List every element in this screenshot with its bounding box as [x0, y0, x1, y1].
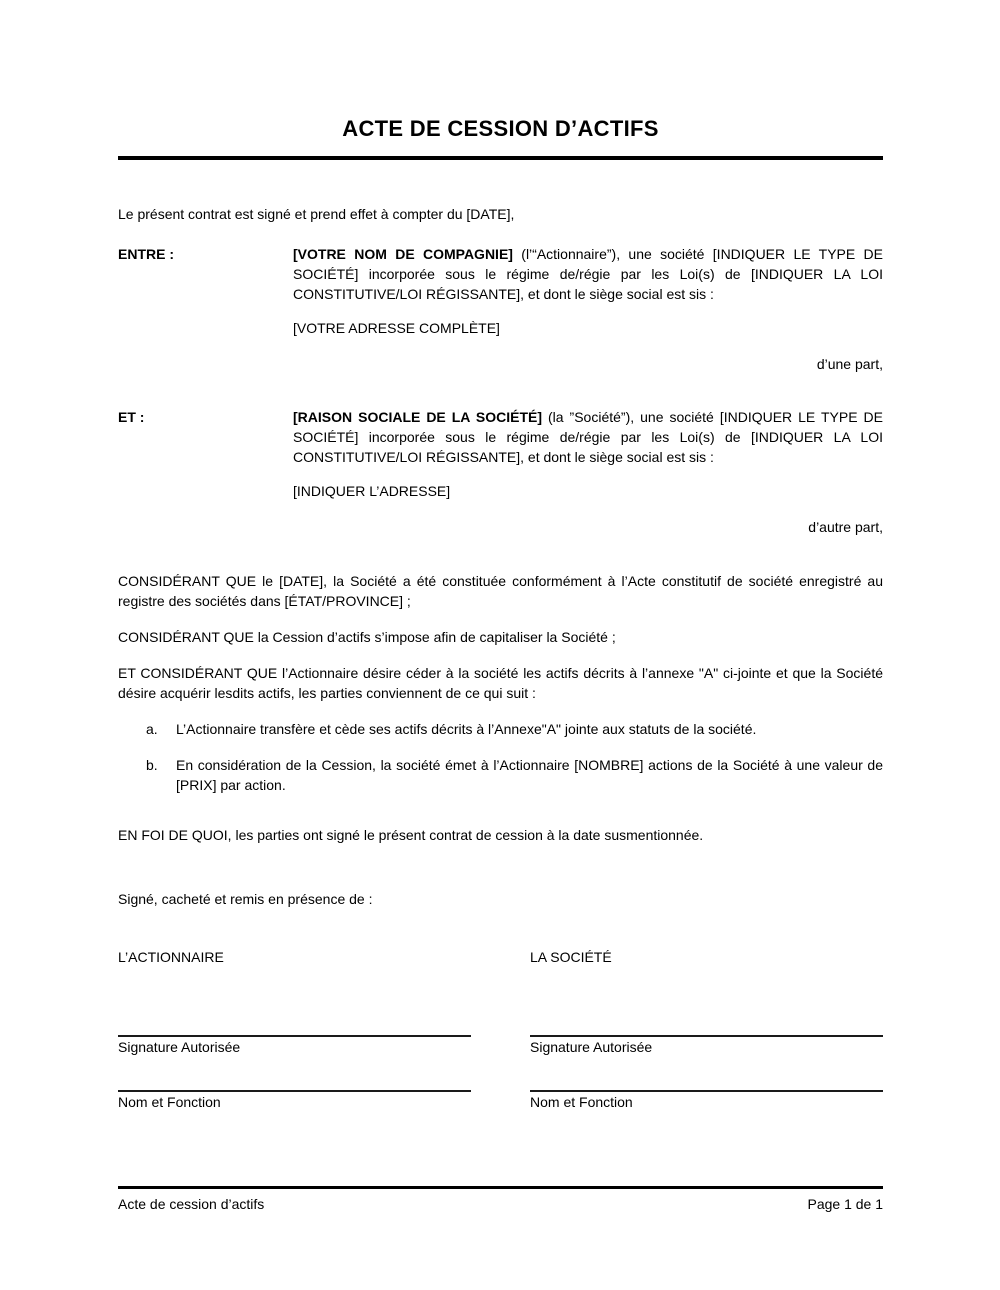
clause-text: En considération de la Cession, la société émet à l’Actionnaire [NOMBRE] actions de la Société à une valeur de [PRIX] par action. [176, 757, 883, 793]
clause-marker: b. [146, 757, 158, 773]
page-footer [118, 1186, 883, 1214]
recital-paragraph: CONSIDÉRANT QUE le [DATE], la Société a été constituée conformément à l’Acte constitutif de société enregistré au registre des sociétés dans [ÉTAT/PROVINCE] ; [118, 573, 883, 609]
name-function-label: Nom et Fonction [118, 1094, 221, 1110]
party-company-placeholder: [RAISON SOCIALE DE LA SOCIÉTÉ] [293, 409, 543, 425]
signature-column-company [530, 1035, 883, 1112]
footer-document-title: Acte de cession d’actifs [118, 1196, 265, 1212]
signatory-title-shareholder: L’ACTIONNAIRE [118, 949, 224, 965]
recital-paragraph: CONSIDÉRANT QUE la Cession d’actifs s’impose afin de capitaliser la Société ; [118, 629, 616, 645]
recital-paragraph: ET CONSIDÉRANT QUE l’Actionnaire désire céder à la société les actifs décrits à l’annexe "A" ci-jointe et que la Société désire acquérir lesdits actifs, les parties conviennent de ce qui suit : [118, 665, 883, 701]
party-closing-entre: d’une part, [816, 356, 883, 372]
party-label-et: ET : [118, 409, 145, 425]
clause-text: L’Actionnaire transfère et cède ses actifs décrits à l’Annexe"A" jointe aux statuts de la société. [176, 721, 757, 737]
signatory-title-company: LA SOCIÉTÉ [530, 949, 612, 965]
party-body-entre [293, 244, 883, 304]
signature-block [118, 1035, 883, 1112]
party-section-entre [118, 244, 883, 304]
name-function-label: Nom et Fonction [530, 1094, 633, 1110]
clause-b [146, 755, 883, 795]
party-closing-et: d’autre part, [808, 519, 883, 535]
witness-paragraph: EN FOI DE QUOI, les parties ont signé le présent contrat de cession à la date susmentionnée. [118, 827, 704, 843]
party-address-entre: [VOTRE ADRESSE COMPLÈTE] [293, 320, 500, 336]
clause-a [146, 719, 883, 739]
party-body-et [293, 407, 883, 467]
party-body-text: (la ”Société”), une société [INDIQUER LE TYPE DE SOCIÉTÉ] incorporée sous le régime de/régie par les Loi(s) de [INDIQUER LA LOI CONSTITUTIVE/LOI RÉGISSANTE], et dont le siège social est sis : [293, 409, 884, 465]
document-title: ACTE DE CESSION D’ACTIFS [342, 116, 659, 141]
party-label-entre: ENTRE : [118, 246, 174, 262]
footer-page-number: Page 1 de 1 [807, 1196, 883, 1212]
party-company-placeholder: [VOTRE NOM DE COMPAGNIE] [293, 246, 513, 262]
signature-column-shareholder [118, 1035, 471, 1112]
party-section-et [118, 407, 883, 467]
party-body-text: (l’“Actionnaire”), une société [INDIQUER LE TYPE DE SOCIÉTÉ] incorporée sous le régime de/régie par les Loi(s) de [INDIQUER LA LOI CONSTITUTIVE/LOI RÉGISSANTE], et dont le siège social est sis : [293, 246, 883, 302]
signature-label: Signature Autorisée [530, 1039, 653, 1055]
party-address-et: [INDIQUER L’ADRESSE] [293, 483, 451, 499]
clause-marker: a. [146, 721, 158, 737]
signature-label: Signature Autorisée [118, 1039, 241, 1055]
title-rule [118, 156, 883, 160]
intro-paragraph: Le présent contrat est signé et prend effet à compter du [DATE], [118, 206, 515, 222]
signatory-titles-row [118, 947, 883, 967]
presence-paragraph: Signé, cacheté et remis en présence de : [118, 891, 373, 907]
